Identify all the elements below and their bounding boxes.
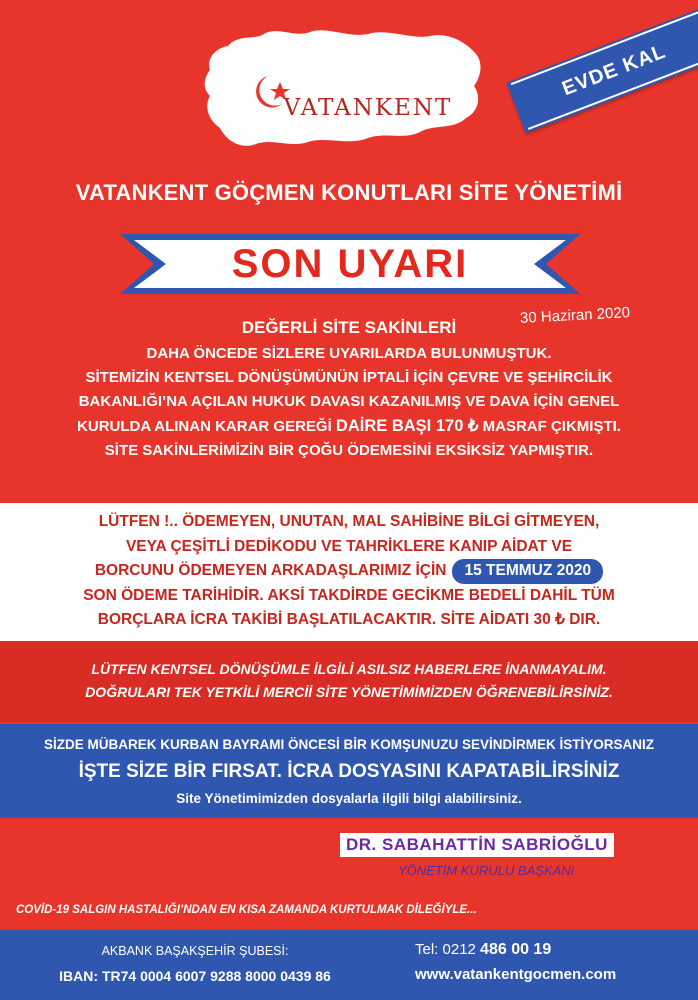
warning-line: BORÇLARA İCRA TAKİBİ BAŞLATILACAKTIR. SİTE AİDATI 30 ₺ DIR. (97, 611, 601, 628)
bank-name: AKBANK BAŞAKŞEHİR ŞUBESİ: (101, 944, 289, 958)
signature-block (340, 833, 614, 878)
ribbon-text: EVDE KAL (558, 40, 669, 100)
offer-text (0, 734, 698, 810)
intro-line: BAKANLIĞI’NA AÇILAN HUKUK DAVASI KAZANILMIŞ VE DAVA İÇİN GENEL (78, 393, 620, 410)
contact-info (415, 939, 616, 989)
website-link[interactable]: www.vatankentgocmen.com (415, 966, 617, 983)
warning-line: LÜTFEN !.. ÖDEMEYEN, UNUTAN, MAL SAHİBİNE BİLGİ GİTMEYEN, (98, 513, 600, 530)
iban: IBAN: TR74 0004 6007 9288 8000 0439 86 (59, 968, 331, 984)
offer-line: SİZDE MÜBAREK KURBAN BAYRAMI ÖNCESİ BİR KOMŞUNUZU SEVİNDİRMEK İSTİYORSANIZ (43, 737, 655, 752)
rumor-line: DOĞRULARI TEK YETKİLİ MERCİİ SİTE YÖNETİMİMİZDEN ÖĞRENEBİLİRSİNİZ. (85, 684, 613, 700)
intro-line: SİTE SAKİNLERİMİZİN BİR ÇOĞU ÖDEMESİNİ EKSİKSİZ YAPMIŞTIR. (104, 442, 594, 459)
deadline-badge: 15 TEMMUZ 2020 (452, 559, 603, 584)
phone-number: 486 00 19 (480, 941, 552, 958)
intro-line: SİTEMİZİN KENTSEL DÖNÜŞÜMÜNÜN İPTALİ İÇİN ÇEVRE VE ŞEHİRCİLİK (85, 369, 613, 386)
intro-line (0, 414, 698, 439)
bank-info (0, 940, 390, 990)
phone-prefix: Tel: 0212 (415, 941, 481, 958)
intro-line: DAHA ÖNCEDE SİZLERE UYARILARDA BULUNMUŞTUK. (146, 345, 552, 362)
phone (415, 939, 616, 961)
banner-title: SON UYARI (231, 241, 469, 286)
intro-line-text: KURULDA ALINAN KARAR GEREĞİ (77, 418, 336, 435)
notice-date: 30 Haziran 2020 (519, 304, 631, 327)
intro-section (0, 318, 698, 463)
signatory-name: DR. SABAHATTİN SABRİOĞLU (340, 833, 614, 857)
warning-line-text: BORCUNU ÖDEMEYEN ARKADAŞLARIMIZ İÇİN (94, 562, 447, 579)
rumor-text (0, 658, 698, 704)
evde-kal-ribbon (506, 0, 698, 133)
rumor-line: LÜTFEN KENTSEL DÖNÜŞÜMLE İLGİLİ ASILSIZ HABERLERE İNANMAYALIM. (91, 661, 607, 677)
fee-amount: DAİRE BAŞI 170 ₺ (335, 417, 479, 435)
son-uyari-banner (120, 234, 580, 294)
greeting: DEĞERLİ SİTE SAKİNLERİ (241, 318, 457, 337)
logo-text: VATANKENT (283, 95, 453, 121)
signatory-role: YÖNETİM KURULU BAŞKANI (398, 863, 575, 878)
covid-wish: COVİD-19 SALGIN HASTALIĞI’NDAN EN KISA ZAMANDA KURTULMAK DİLEĞİYLE... (16, 904, 477, 916)
warning-text (0, 510, 698, 633)
warning-line: VEYA ÇEŞİTLİ DEDİKODU VE TAHRİKLERE KANIP AİDAT VE (125, 537, 573, 555)
warning-line: SON ÖDEME TARİHİDİR. AKSİ TAKDİRDE GECİKME BEDELİ DAHİL TÜM (83, 586, 615, 604)
warning-line (0, 559, 698, 584)
intro-line-text: MASRAF ÇIKMIŞTI. (478, 418, 621, 435)
offer-info: Site Yönetimimizden dosyalarla ilgili bilgi alabilirsiniz. (176, 791, 522, 806)
offer-headline: İŞTE SİZE BİR FIRSAT. İCRA DOSYASINI KAPATABİLİRSİNİZ (78, 761, 620, 782)
page-title: VATANKENT GÖÇMEN KONUTLARI SİTE YÖNETİMİ (75, 180, 623, 205)
